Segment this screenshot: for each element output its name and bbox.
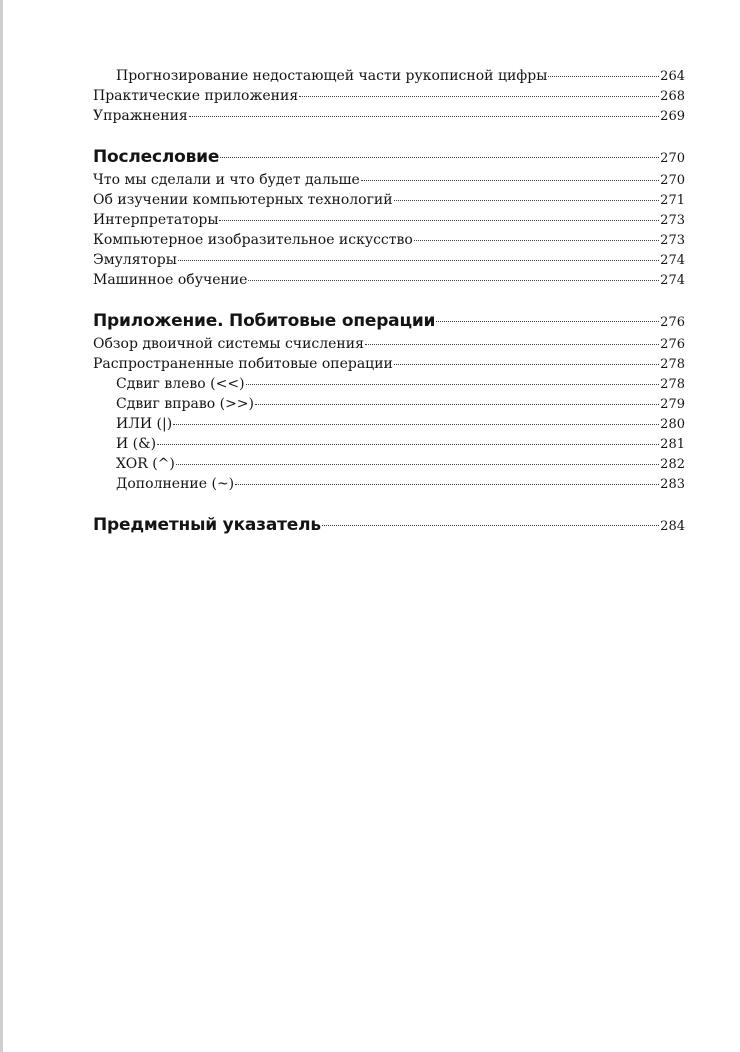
toc-entry[interactable] [93,86,685,106]
toc-entry[interactable] [93,170,685,190]
toc-entry[interactable] [93,474,685,494]
toc-dot-leader [173,424,659,425]
toc-dot-leader [246,384,660,385]
toc-entry-title: Машинное обучение [93,272,248,288]
toc-dot-leader [255,404,659,405]
toc-page-number: 281 [660,437,685,452]
toc-dot-leader [220,157,659,158]
toc-page-number: 268 [660,89,685,104]
toc-page-number: 273 [660,213,685,228]
toc-dot-leader [365,344,659,345]
toc-dot-leader [548,76,659,77]
toc-entry[interactable] [93,190,685,210]
table-of-contents [93,66,685,536]
toc-entry-title: XOR (^) [116,456,175,472]
toc-entry-title: Сдвиг вправо (>>) [116,396,254,412]
toc-entry-title: Практические приложения [93,88,299,104]
toc-page-number: 264 [660,69,685,84]
toc-dot-leader [178,260,659,261]
toc-chapter-entry[interactable] [93,146,685,168]
toc-dot-leader [248,280,659,281]
toc-page-number: 282 [660,457,685,472]
toc-entry-title: Эмуляторы [93,252,177,268]
toc-entry[interactable] [93,270,685,290]
toc-entry[interactable] [93,250,685,270]
toc-entry-title: Упражнения [93,108,188,124]
toc-page-number: 274 [660,253,685,268]
toc-entry[interactable] [93,106,685,126]
toc-entry[interactable] [93,354,685,374]
toc-entry-title: Дополнение (~) [116,476,235,492]
toc-page-number: 284 [660,519,685,534]
toc-entry[interactable] [93,210,685,230]
toc-dot-leader [394,364,659,365]
toc-entry-title: Что мы сделали и что будет дальше [93,172,360,188]
toc-dot-leader [436,321,659,322]
toc-entry[interactable] [93,434,685,454]
toc-dot-leader [235,484,659,485]
toc-dot-leader [299,96,659,97]
toc-entry[interactable] [93,334,685,354]
toc-entry-title: Сдвиг влево (<<) [116,376,245,392]
toc-dot-leader [322,525,659,526]
toc-page-number: 280 [660,417,685,432]
toc-entry[interactable] [93,374,685,394]
toc-page-number: 270 [660,173,685,188]
toc-entry-title: Об изучении компьютерных технологий [93,192,393,208]
toc-entry-title: Обзор двоичной системы счисления [93,336,364,352]
toc-entry-title: Прогнозирование недостающей части рукописной цифры [116,68,548,84]
toc-dot-leader [176,464,659,465]
toc-dot-leader [361,180,659,181]
toc-dot-leader [157,444,659,445]
toc-page-number: 279 [660,397,685,412]
toc-page-number: 274 [660,273,685,288]
toc-entry-title: Распространенные побитовые операции [93,356,393,372]
toc-chapter-entry[interactable] [93,310,685,332]
toc-page-number: 278 [660,357,685,372]
toc-chapter-title: Предметный указатель [93,515,321,535]
toc-chapter-title: Послесловие [93,147,220,167]
toc-entry[interactable] [93,230,685,250]
toc-entry-title: Интерпретаторы [93,212,219,228]
toc-page-number: 271 [660,193,685,208]
toc-chapter-title: Приложение. Побитовые операции [93,311,436,331]
toc-entry[interactable] [93,454,685,474]
toc-chapter-entry[interactable] [93,514,685,536]
toc-dot-leader [189,116,659,117]
toc-page-number: 273 [660,233,685,248]
toc-entry-title: Компьютерное изобразительное искусство [93,232,413,248]
toc-entry[interactable] [93,66,685,86]
toc-dot-leader [394,200,660,201]
toc-page-number: 270 [660,151,685,166]
toc-entry-title: ИЛИ (|) [116,416,173,432]
toc-dot-leader [414,240,659,241]
toc-entry[interactable] [93,414,685,434]
toc-page-number: 276 [660,315,685,330]
toc-entry[interactable] [93,394,685,414]
toc-page-number: 283 [660,477,685,492]
toc-page-number: 278 [660,377,685,392]
toc-entry-title: И (&) [116,436,157,452]
toc-dot-leader [219,220,659,221]
toc-page-number: 276 [660,337,685,352]
toc-page-number: 269 [660,109,685,124]
page-left-edge [0,0,3,1052]
